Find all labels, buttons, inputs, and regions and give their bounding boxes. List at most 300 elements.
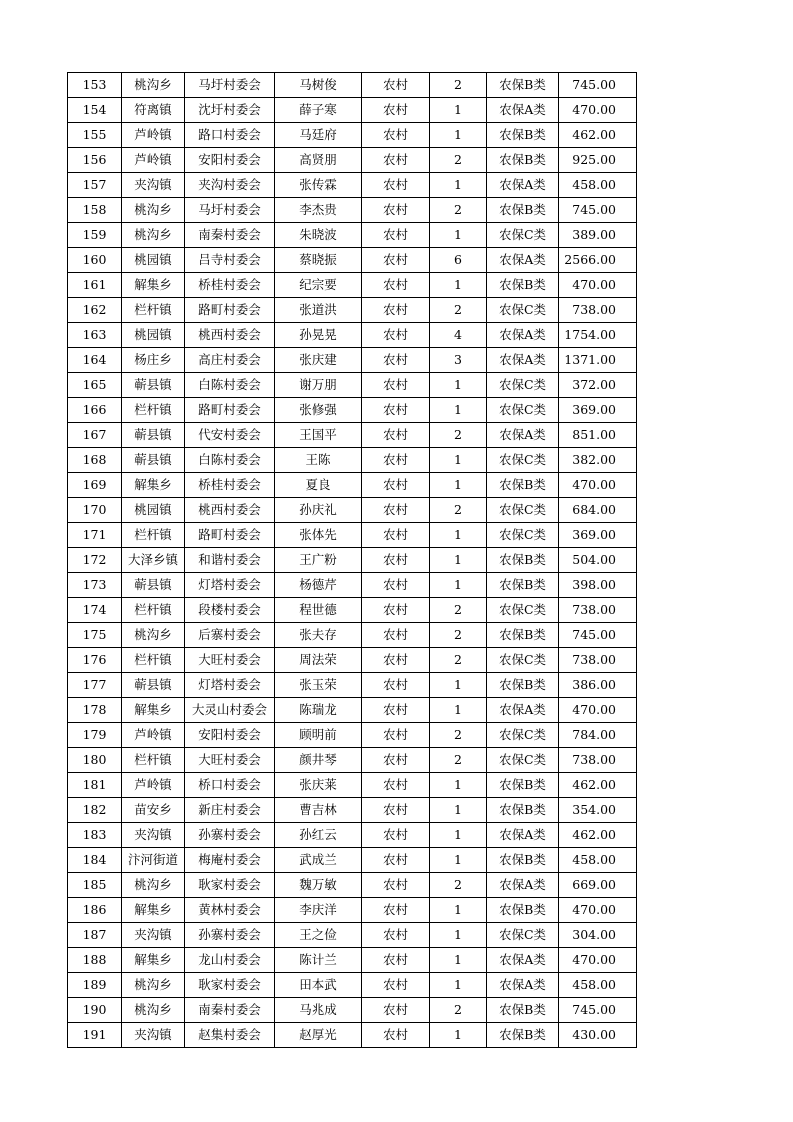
amount-cell: 470.00: [559, 98, 637, 123]
row-number-cell: 188: [68, 948, 122, 973]
amount-cell: 372.00: [559, 373, 637, 398]
household-type-cell: 农村: [362, 798, 430, 823]
township-cell: 栏杆镇: [122, 398, 185, 423]
table-row: [68, 148, 637, 173]
row-number-cell: 153: [68, 73, 122, 98]
village-committee-cell: 桥口村委会: [185, 773, 275, 798]
name-cell: 陈瑞龙: [275, 698, 362, 723]
township-cell: 桃沟乡: [122, 73, 185, 98]
name-cell: 陈计兰: [275, 948, 362, 973]
table-row: [68, 473, 637, 498]
name-cell: 张庆莱: [275, 773, 362, 798]
table-row: [68, 398, 637, 423]
village-committee-cell: 南秦村委会: [185, 998, 275, 1023]
name-cell: 顾明前: [275, 723, 362, 748]
row-number-cell: 179: [68, 723, 122, 748]
village-committee-cell: 大灵山村委会: [185, 698, 275, 723]
amount-cell: 684.00: [559, 498, 637, 523]
household-size-cell: 1: [430, 773, 487, 798]
table-row: [68, 173, 637, 198]
township-cell: 解集乡: [122, 948, 185, 973]
village-committee-cell: 龙山村委会: [185, 948, 275, 973]
row-number-cell: 162: [68, 298, 122, 323]
insurance-category-cell: 农保B类: [487, 548, 559, 573]
household-type-cell: 农村: [362, 873, 430, 898]
insurance-category-cell: 农保C类: [487, 498, 559, 523]
household-size-cell: 2: [430, 498, 487, 523]
village-committee-cell: 新庄村委会: [185, 798, 275, 823]
township-cell: 桃沟乡: [122, 198, 185, 223]
household-size-cell: 6: [430, 248, 487, 273]
household-type-cell: 农村: [362, 223, 430, 248]
village-committee-cell: 耿家村委会: [185, 973, 275, 998]
household-size-cell: 1: [430, 223, 487, 248]
village-committee-cell: 梅庵村委会: [185, 848, 275, 873]
amount-cell: 304.00: [559, 923, 637, 948]
table-row: [68, 248, 637, 273]
household-size-cell: 1: [430, 473, 487, 498]
village-committee-cell: 赵集村委会: [185, 1023, 275, 1048]
name-cell: 王广粉: [275, 548, 362, 573]
table-row: [68, 273, 637, 298]
table-row: [68, 98, 637, 123]
insurance-category-cell: 农保A类: [487, 948, 559, 973]
village-committee-cell: 桃西村委会: [185, 323, 275, 348]
insurance-category-cell: 农保B类: [487, 573, 559, 598]
table-row: [68, 998, 637, 1023]
row-number-cell: 172: [68, 548, 122, 573]
insurance-category-cell: 农保B类: [487, 73, 559, 98]
name-cell: 程世德: [275, 598, 362, 623]
household-size-cell: 1: [430, 848, 487, 873]
township-cell: 桃沟乡: [122, 623, 185, 648]
insurance-category-cell: 农保C类: [487, 723, 559, 748]
data-table: [67, 72, 637, 1048]
village-committee-cell: 代安村委会: [185, 423, 275, 448]
row-number-cell: 178: [68, 698, 122, 723]
village-committee-cell: 耿家村委会: [185, 873, 275, 898]
row-number-cell: 180: [68, 748, 122, 773]
amount-cell: 386.00: [559, 673, 637, 698]
village-committee-cell: 白陈村委会: [185, 448, 275, 473]
household-size-cell: 1: [430, 523, 487, 548]
table-row: [68, 798, 637, 823]
amount-cell: 369.00: [559, 523, 637, 548]
household-type-cell: 农村: [362, 698, 430, 723]
household-type-cell: 农村: [362, 323, 430, 348]
row-number-cell: 184: [68, 848, 122, 873]
table-row: [68, 198, 637, 223]
row-number-cell: 175: [68, 623, 122, 648]
table-row: [68, 298, 637, 323]
household-size-cell: 2: [430, 723, 487, 748]
township-cell: 解集乡: [122, 473, 185, 498]
village-committee-cell: 路町村委会: [185, 523, 275, 548]
household-type-cell: 农村: [362, 148, 430, 173]
name-cell: 马兆成: [275, 998, 362, 1023]
table-row: [68, 973, 637, 998]
township-cell: 蕲县镇: [122, 423, 185, 448]
household-type-cell: 农村: [362, 423, 430, 448]
table-row: [68, 898, 637, 923]
name-cell: 曹吉林: [275, 798, 362, 823]
table-row: [68, 873, 637, 898]
household-type-cell: 农村: [362, 723, 430, 748]
amount-cell: 470.00: [559, 948, 637, 973]
household-size-cell: 1: [430, 798, 487, 823]
household-size-cell: 1: [430, 823, 487, 848]
household-type-cell: 农村: [362, 898, 430, 923]
township-cell: 栏杆镇: [122, 648, 185, 673]
village-committee-cell: 马圩村委会: [185, 198, 275, 223]
insurance-category-cell: 农保C类: [487, 523, 559, 548]
name-cell: 田本武: [275, 973, 362, 998]
table-row: [68, 948, 637, 973]
village-committee-cell: 南秦村委会: [185, 223, 275, 248]
household-size-cell: 1: [430, 173, 487, 198]
row-number-cell: 167: [68, 423, 122, 448]
household-size-cell: 2: [430, 73, 487, 98]
amount-cell: 369.00: [559, 398, 637, 423]
insurance-category-cell: 农保C类: [487, 223, 559, 248]
insurance-category-cell: 农保A类: [487, 873, 559, 898]
household-type-cell: 农村: [362, 823, 430, 848]
row-number-cell: 166: [68, 398, 122, 423]
table-row: [68, 348, 637, 373]
table-row: [68, 448, 637, 473]
household-type-cell: 农村: [362, 98, 430, 123]
household-type-cell: 农村: [362, 748, 430, 773]
household-size-cell: 1: [430, 448, 487, 473]
village-committee-cell: 后寨村委会: [185, 623, 275, 648]
amount-cell: 851.00: [559, 423, 637, 448]
household-type-cell: 农村: [362, 398, 430, 423]
row-number-cell: 176: [68, 648, 122, 673]
amount-cell: 738.00: [559, 648, 637, 673]
household-size-cell: 1: [430, 1023, 487, 1048]
amount-cell: 738.00: [559, 298, 637, 323]
village-committee-cell: 路町村委会: [185, 398, 275, 423]
amount-cell: 470.00: [559, 898, 637, 923]
household-type-cell: 农村: [362, 548, 430, 573]
amount-cell: 462.00: [559, 823, 637, 848]
village-committee-cell: 灯塔村委会: [185, 673, 275, 698]
insurance-category-cell: 农保C类: [487, 648, 559, 673]
amount-cell: 1371.00: [559, 348, 637, 373]
village-committee-cell: 黄林村委会: [185, 898, 275, 923]
village-committee-cell: 安阳村委会: [185, 148, 275, 173]
household-size-cell: 1: [430, 898, 487, 923]
amount-cell: 430.00: [559, 1023, 637, 1048]
township-cell: 蕲县镇: [122, 373, 185, 398]
household-size-cell: 1: [430, 973, 487, 998]
table-row: [68, 373, 637, 398]
table-row: [68, 423, 637, 448]
row-number-cell: 181: [68, 773, 122, 798]
household-size-cell: 1: [430, 398, 487, 423]
village-committee-cell: 吕寺村委会: [185, 248, 275, 273]
household-size-cell: 1: [430, 698, 487, 723]
village-committee-cell: 大旺村委会: [185, 748, 275, 773]
name-cell: 王国平: [275, 423, 362, 448]
amount-cell: 458.00: [559, 848, 637, 873]
row-number-cell: 174: [68, 598, 122, 623]
amount-cell: 745.00: [559, 623, 637, 648]
village-committee-cell: 路町村委会: [185, 298, 275, 323]
insurance-category-cell: 农保B类: [487, 623, 559, 648]
household-size-cell: 1: [430, 948, 487, 973]
household-size-cell: 2: [430, 198, 487, 223]
household-size-cell: 4: [430, 323, 487, 348]
table-row: [68, 823, 637, 848]
township-cell: 大泽乡镇: [122, 548, 185, 573]
table-row: [68, 723, 637, 748]
name-cell: 张道洪: [275, 298, 362, 323]
household-type-cell: 农村: [362, 848, 430, 873]
row-number-cell: 190: [68, 998, 122, 1023]
name-cell: 魏万敏: [275, 873, 362, 898]
insurance-category-cell: 农保A类: [487, 323, 559, 348]
township-cell: 解集乡: [122, 698, 185, 723]
table-row: [68, 223, 637, 248]
table-row: [68, 323, 637, 348]
amount-cell: 504.00: [559, 548, 637, 573]
household-type-cell: 农村: [362, 173, 430, 198]
township-cell: 夹沟镇: [122, 1023, 185, 1048]
name-cell: 蔡晓振: [275, 248, 362, 273]
household-type-cell: 农村: [362, 773, 430, 798]
insurance-category-cell: 农保C类: [487, 298, 559, 323]
table-row: [68, 848, 637, 873]
township-cell: 桃沟乡: [122, 223, 185, 248]
name-cell: 张修强: [275, 398, 362, 423]
insurance-category-cell: 农保C类: [487, 748, 559, 773]
row-number-cell: 182: [68, 798, 122, 823]
name-cell: 王之俭: [275, 923, 362, 948]
row-number-cell: 157: [68, 173, 122, 198]
name-cell: 张玉荣: [275, 673, 362, 698]
household-type-cell: 农村: [362, 998, 430, 1023]
household-size-cell: 2: [430, 148, 487, 173]
household-type-cell: 农村: [362, 923, 430, 948]
amount-cell: 398.00: [559, 573, 637, 598]
table-row: [68, 773, 637, 798]
village-committee-cell: 段楼村委会: [185, 598, 275, 623]
household-size-cell: 2: [430, 748, 487, 773]
township-cell: 杨庄乡: [122, 348, 185, 373]
row-number-cell: 171: [68, 523, 122, 548]
row-number-cell: 186: [68, 898, 122, 923]
household-type-cell: 农村: [362, 523, 430, 548]
row-number-cell: 169: [68, 473, 122, 498]
insurance-category-cell: 农保B类: [487, 848, 559, 873]
amount-cell: 458.00: [559, 973, 637, 998]
household-type-cell: 农村: [362, 373, 430, 398]
household-size-cell: 1: [430, 273, 487, 298]
township-cell: 栏杆镇: [122, 748, 185, 773]
insurance-category-cell: 农保B类: [487, 773, 559, 798]
name-cell: 马树俊: [275, 73, 362, 98]
insurance-category-cell: 农保B类: [487, 198, 559, 223]
household-size-cell: 1: [430, 573, 487, 598]
township-cell: 芦岭镇: [122, 148, 185, 173]
name-cell: 高贤朋: [275, 148, 362, 173]
table-row: [68, 123, 637, 148]
township-cell: 夹沟镇: [122, 173, 185, 198]
township-cell: 解集乡: [122, 273, 185, 298]
village-committee-cell: 马圩村委会: [185, 73, 275, 98]
insurance-category-cell: 农保A类: [487, 173, 559, 198]
household-type-cell: 农村: [362, 73, 430, 98]
township-cell: 桃园镇: [122, 248, 185, 273]
household-size-cell: 2: [430, 873, 487, 898]
row-number-cell: 164: [68, 348, 122, 373]
village-committee-cell: 大旺村委会: [185, 648, 275, 673]
township-cell: 蕲县镇: [122, 448, 185, 473]
township-cell: 桃沟乡: [122, 873, 185, 898]
amount-cell: 462.00: [559, 773, 637, 798]
household-type-cell: 农村: [362, 673, 430, 698]
name-cell: 朱晓波: [275, 223, 362, 248]
township-cell: 夹沟镇: [122, 923, 185, 948]
amount-cell: 470.00: [559, 473, 637, 498]
insurance-category-cell: 农保B类: [487, 1023, 559, 1048]
village-committee-cell: 路口村委会: [185, 123, 275, 148]
amount-cell: 925.00: [559, 148, 637, 173]
insurance-category-cell: 农保A类: [487, 248, 559, 273]
household-type-cell: 农村: [362, 348, 430, 373]
name-cell: 张夫存: [275, 623, 362, 648]
table-row: [68, 673, 637, 698]
amount-cell: 382.00: [559, 448, 637, 473]
household-size-cell: 2: [430, 423, 487, 448]
row-number-cell: 165: [68, 373, 122, 398]
table-row: [68, 523, 637, 548]
household-type-cell: 农村: [362, 448, 430, 473]
household-size-cell: 1: [430, 673, 487, 698]
township-cell: 苗安乡: [122, 798, 185, 823]
amount-cell: 784.00: [559, 723, 637, 748]
table-row: [68, 548, 637, 573]
household-size-cell: 2: [430, 598, 487, 623]
township-cell: 夹沟镇: [122, 823, 185, 848]
village-committee-cell: 沈圩村委会: [185, 98, 275, 123]
row-number-cell: 173: [68, 573, 122, 598]
household-size-cell: 1: [430, 123, 487, 148]
row-number-cell: 160: [68, 248, 122, 273]
township-cell: 符离镇: [122, 98, 185, 123]
household-size-cell: 3: [430, 348, 487, 373]
table-row: [68, 923, 637, 948]
household-size-cell: 1: [430, 923, 487, 948]
village-committee-cell: 桥桂村委会: [185, 473, 275, 498]
table-row: [68, 1023, 637, 1048]
village-committee-cell: 高庄村委会: [185, 348, 275, 373]
insurance-category-cell: 农保B类: [487, 998, 559, 1023]
household-type-cell: 农村: [362, 573, 430, 598]
table-row: [68, 748, 637, 773]
township-cell: 桃园镇: [122, 323, 185, 348]
name-cell: 赵厚光: [275, 1023, 362, 1048]
amount-cell: 745.00: [559, 198, 637, 223]
row-number-cell: 154: [68, 98, 122, 123]
household-type-cell: 农村: [362, 948, 430, 973]
township-cell: 栏杆镇: [122, 523, 185, 548]
household-size-cell: 2: [430, 623, 487, 648]
household-type-cell: 农村: [362, 598, 430, 623]
household-type-cell: 农村: [362, 623, 430, 648]
township-cell: 蕲县镇: [122, 673, 185, 698]
name-cell: 孙庆礼: [275, 498, 362, 523]
insurance-category-cell: 农保A类: [487, 698, 559, 723]
insurance-category-cell: 农保C类: [487, 598, 559, 623]
amount-cell: 1754.00: [559, 323, 637, 348]
township-cell: 芦岭镇: [122, 773, 185, 798]
household-type-cell: 农村: [362, 1023, 430, 1048]
insurance-category-cell: 农保B类: [487, 273, 559, 298]
township-cell: 解集乡: [122, 898, 185, 923]
township-cell: 栏杆镇: [122, 598, 185, 623]
row-number-cell: 183: [68, 823, 122, 848]
household-size-cell: 2: [430, 998, 487, 1023]
village-committee-cell: 和谐村委会: [185, 548, 275, 573]
insurance-category-cell: 农保B类: [487, 123, 559, 148]
table-row: [68, 698, 637, 723]
household-size-cell: 2: [430, 298, 487, 323]
household-type-cell: 农村: [362, 298, 430, 323]
amount-cell: 2566.00: [559, 248, 637, 273]
name-cell: 王陈: [275, 448, 362, 473]
row-number-cell: 156: [68, 148, 122, 173]
insurance-category-cell: 农保C类: [487, 373, 559, 398]
amount-cell: 354.00: [559, 798, 637, 823]
row-number-cell: 158: [68, 198, 122, 223]
village-committee-cell: 孙寨村委会: [185, 823, 275, 848]
row-number-cell: 187: [68, 923, 122, 948]
name-cell: 马廷府: [275, 123, 362, 148]
amount-cell: 470.00: [559, 698, 637, 723]
village-committee-cell: 桃西村委会: [185, 498, 275, 523]
name-cell: 周法荣: [275, 648, 362, 673]
insurance-category-cell: 农保B类: [487, 473, 559, 498]
amount-cell: 738.00: [559, 598, 637, 623]
row-number-cell: 189: [68, 973, 122, 998]
village-committee-cell: 孙寨村委会: [185, 923, 275, 948]
insurance-category-cell: 农保A类: [487, 823, 559, 848]
name-cell: 夏良: [275, 473, 362, 498]
household-type-cell: 农村: [362, 473, 430, 498]
household-type-cell: 农村: [362, 973, 430, 998]
amount-cell: 738.00: [559, 748, 637, 773]
name-cell: 杨德芹: [275, 573, 362, 598]
name-cell: 李杰贵: [275, 198, 362, 223]
household-type-cell: 农村: [362, 198, 430, 223]
amount-cell: 669.00: [559, 873, 637, 898]
insurance-category-cell: 农保C类: [487, 398, 559, 423]
insurance-category-cell: 农保A类: [487, 423, 559, 448]
row-number-cell: 185: [68, 873, 122, 898]
insurance-category-cell: 农保B类: [487, 898, 559, 923]
insurance-category-cell: 农保A类: [487, 98, 559, 123]
row-number-cell: 191: [68, 1023, 122, 1048]
insurance-category-cell: 农保B类: [487, 673, 559, 698]
household-type-cell: 农村: [362, 273, 430, 298]
township-cell: 芦岭镇: [122, 723, 185, 748]
name-cell: 颜井琴: [275, 748, 362, 773]
village-committee-cell: 夹沟村委会: [185, 173, 275, 198]
amount-cell: 470.00: [559, 273, 637, 298]
township-cell: 蕲县镇: [122, 573, 185, 598]
